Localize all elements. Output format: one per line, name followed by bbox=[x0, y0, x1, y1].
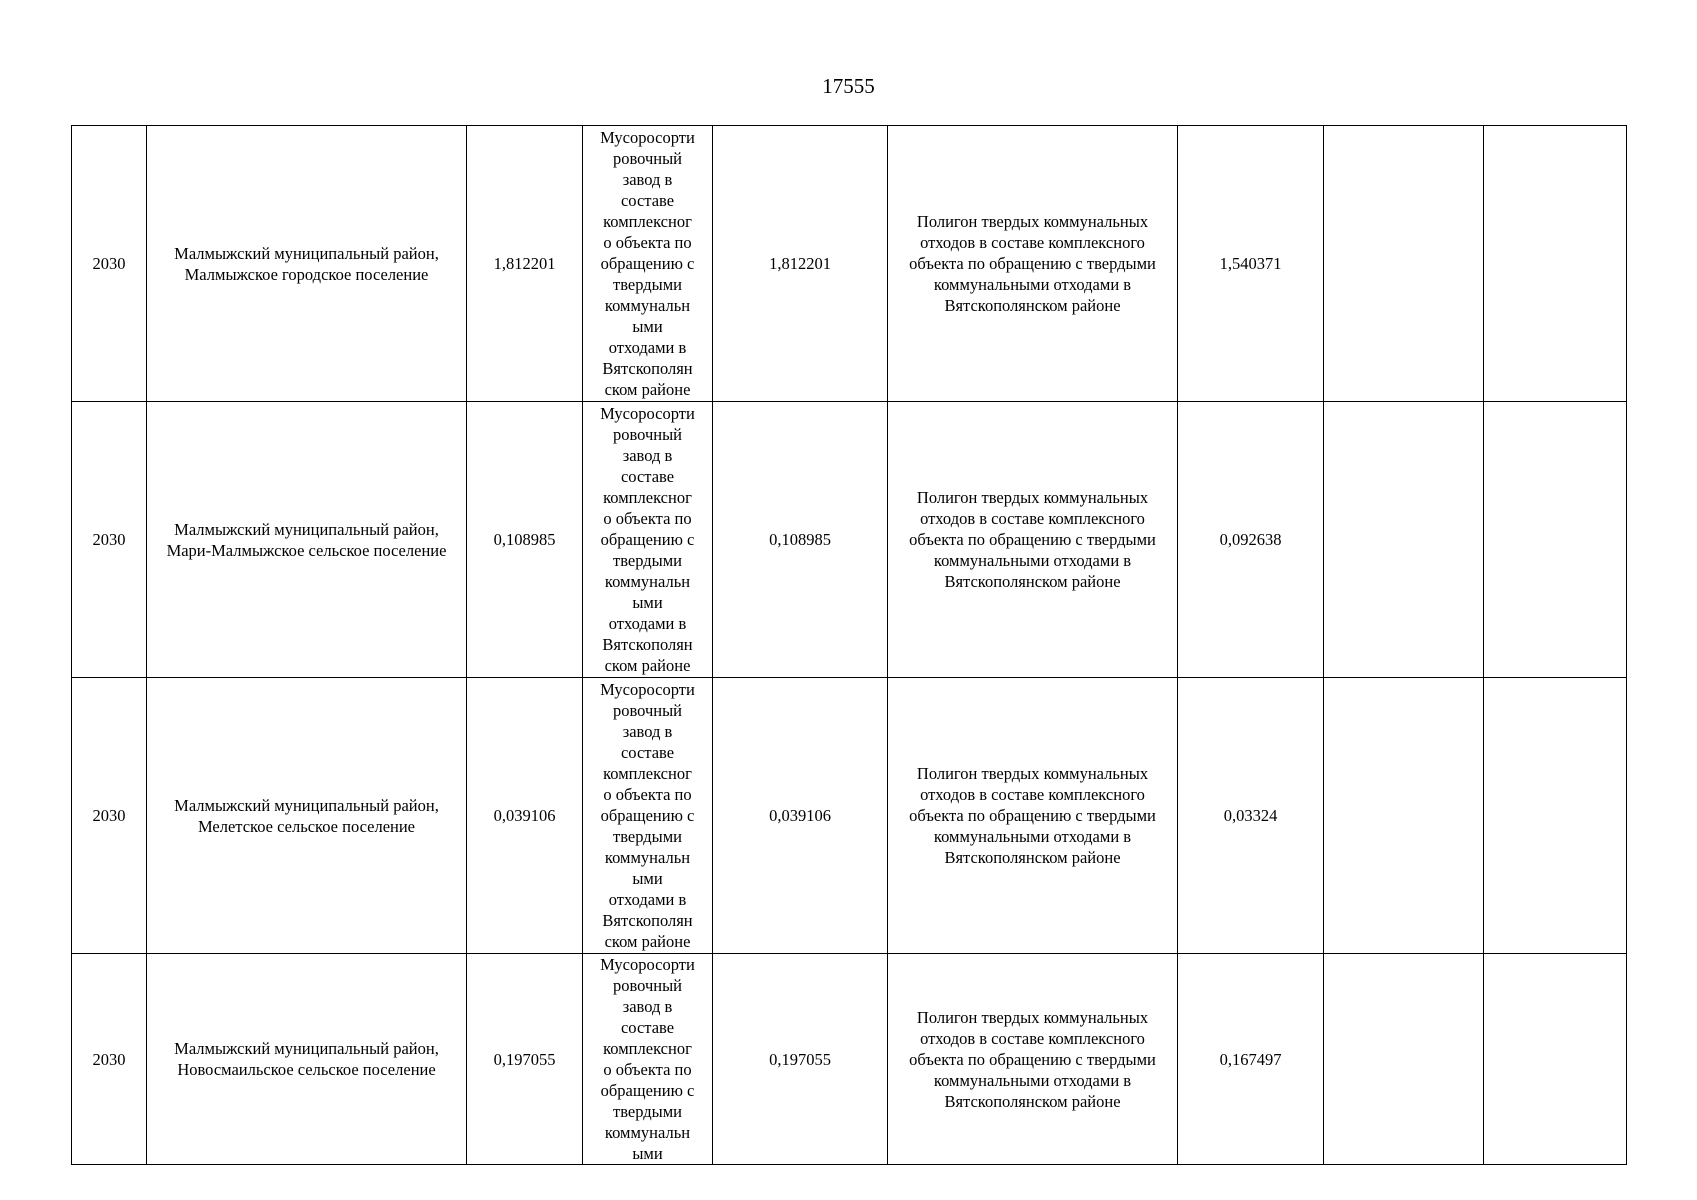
amount-3-cell: 0,03324 bbox=[1178, 678, 1324, 954]
territory-cell: Малмыжский муниципальный район, Новосмаильское сельское поселение bbox=[147, 954, 467, 1165]
amount-3-cell: 0,092638 bbox=[1178, 402, 1324, 678]
extra-cell-2 bbox=[1484, 402, 1627, 678]
extra-cell-1 bbox=[1324, 126, 1484, 402]
landfill-facility-cell: Полигон твердых коммунальных отходов в составе комплексного объекта по обращению с твердыми коммунальными отходами в Вятскополянском районе bbox=[888, 678, 1178, 954]
sorting-facility-text: Мусоросорти ровочный завод в составе комплексног о объекта по обращению с твердыми коммунальн ыми отходами в Вятскополян ском районе bbox=[600, 680, 695, 951]
territory-cell: Малмыжский муниципальный район, Малмыжское городское поселение bbox=[147, 126, 467, 402]
sorting-facility-cell bbox=[583, 954, 713, 1165]
sorting-facility-text: Мусоросорти ровочный завод в составе комплексног о объекта по обращению с твердыми коммунальн ыми отходами в Вятскополян ском районе bbox=[600, 404, 695, 675]
territory-cell: Малмыжский муниципальный район, Мари-Малмыжское сельское поселение bbox=[147, 402, 467, 678]
extra-cell-1 bbox=[1324, 678, 1484, 954]
table-row bbox=[72, 402, 1627, 678]
sorting-facility-cell bbox=[583, 678, 713, 954]
landfill-facility-cell: Полигон твердых коммунальных отходов в составе комплексного объекта по обращению с твердыми коммунальными отходами в Вятскополянском районе bbox=[888, 402, 1178, 678]
sorting-facility-cell bbox=[583, 126, 713, 402]
extra-cell-2 bbox=[1484, 126, 1627, 402]
amount-1-cell: 0,197055 bbox=[467, 954, 583, 1165]
landfill-facility-cell: Полигон твердых коммунальных отходов в составе комплексного объекта по обращению с твердыми коммунальными отходами в Вятскополянском районе bbox=[888, 126, 1178, 402]
table-row bbox=[72, 126, 1627, 402]
amount-1-cell: 0,108985 bbox=[467, 402, 583, 678]
page-number: 17555 bbox=[822, 74, 875, 98]
sorting-facility-text: Мусоросорти ровочный завод в составе комплексног о объекта по обращению с твердыми коммунальн ыми bbox=[600, 955, 695, 1163]
amount-2-cell: 1,812201 bbox=[713, 126, 888, 402]
table-row bbox=[72, 954, 1627, 1165]
year-cell: 2030 bbox=[72, 402, 147, 678]
amount-2-cell: 0,197055 bbox=[713, 954, 888, 1165]
year-cell: 2030 bbox=[72, 954, 147, 1165]
territory-cell: Малмыжский муниципальный район, Мелетское сельское поселение bbox=[147, 678, 467, 954]
landfill-facility-cell: Полигон твердых коммунальных отходов в составе комплексного объекта по обращению с твердыми коммунальными отходами в Вятскополянском районе bbox=[888, 954, 1178, 1165]
extra-cell-2 bbox=[1484, 678, 1627, 954]
sorting-facility-cell bbox=[583, 402, 713, 678]
amount-3-cell: 0,167497 bbox=[1178, 954, 1324, 1165]
year-cell: 2030 bbox=[72, 126, 147, 402]
amount-2-cell: 0,039106 bbox=[713, 678, 888, 954]
amount-1-cell: 1,812201 bbox=[467, 126, 583, 402]
sorting-facility-text: Мусоросорти ровочный завод в составе комплексног о объекта по обращению с твердыми коммунальн ыми отходами в Вятскополян ском районе bbox=[600, 128, 695, 399]
extra-cell-1 bbox=[1324, 402, 1484, 678]
extra-cell-1 bbox=[1324, 954, 1484, 1165]
waste-flow-table bbox=[71, 125, 1627, 1165]
extra-cell-2 bbox=[1484, 954, 1627, 1165]
amount-1-cell: 0,039106 bbox=[467, 678, 583, 954]
table-row bbox=[72, 678, 1627, 954]
amount-3-cell: 1,540371 bbox=[1178, 126, 1324, 402]
year-cell: 2030 bbox=[72, 678, 147, 954]
amount-2-cell: 0,108985 bbox=[713, 402, 888, 678]
